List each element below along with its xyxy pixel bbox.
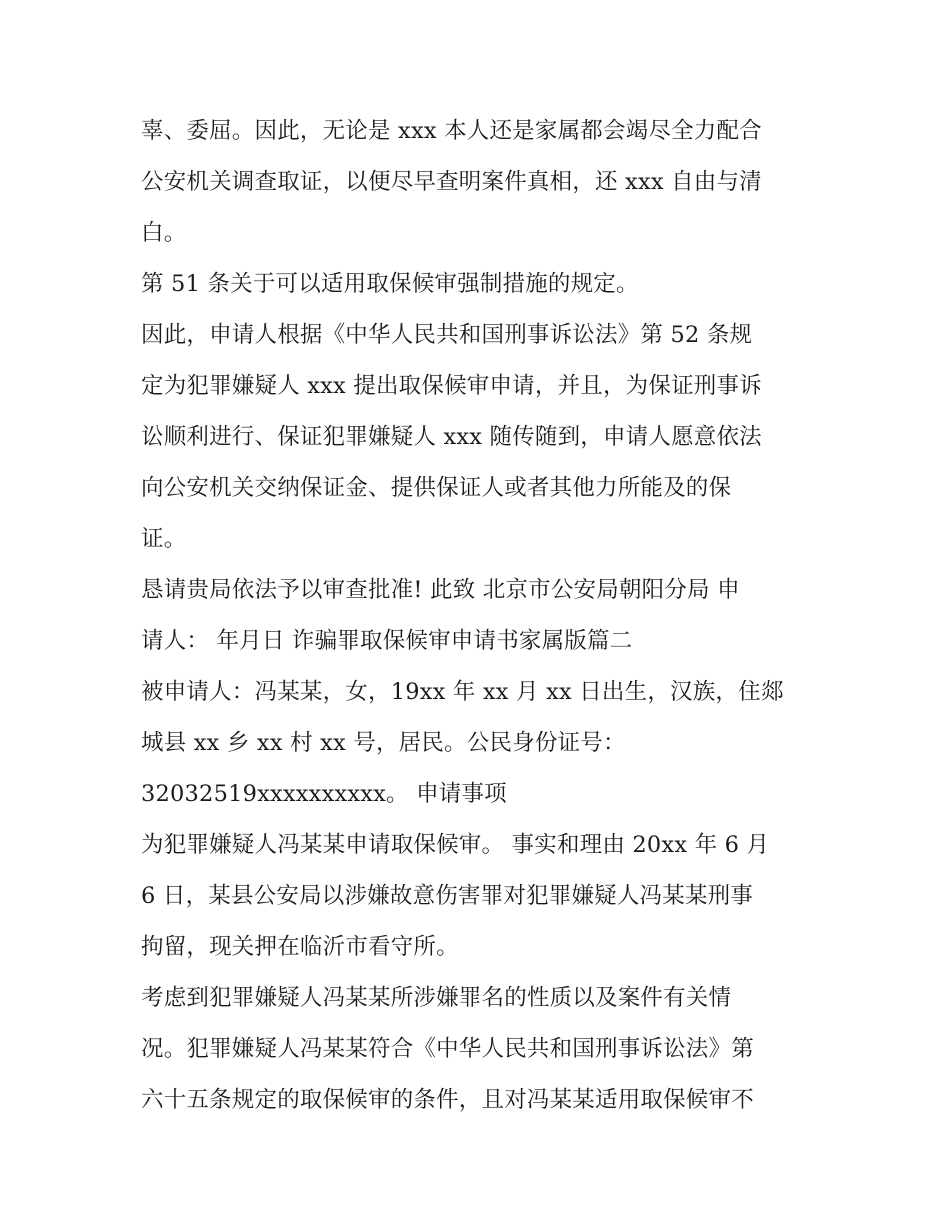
text-line: 定为犯罪嫌疑人 xxx 提出取保候审申请，并且，为保证刑事诉	[141, 373, 762, 399]
text-line: 公安机关调查取证，以便尽早查明案件真相，还 xxx 自由与清	[141, 169, 762, 195]
text-line: 证。	[141, 526, 187, 552]
text-line: 32032519xxxxxxxxxx。 申请事项	[141, 781, 507, 807]
text-line: 白。	[141, 220, 187, 246]
text-line: 6 日，某县公安局以涉嫌故意伤害罪对犯罪嫌疑人冯某某刑事	[141, 883, 754, 909]
text-line: 拘留，现关押在临沂市看守所。	[141, 934, 459, 960]
text-line: 因此，申请人根据《中华人民共和国刑事诉讼法》第 52 条规	[141, 322, 753, 348]
text-line: 况。犯罪嫌疑人冯某某符合《中华人民共和国刑事诉讼法》第	[141, 1036, 754, 1062]
text-line: 被申请人：冯某某，女，19xx 年 xx 月 xx 日出生，汉族，住郯	[141, 679, 784, 705]
document-body	[141, 106, 831, 1126]
text-line: 讼顺利进行、保证犯罪嫌疑人 xxx 随传随到，申请人愿意依法	[141, 424, 762, 450]
text-line: 城县 xx 乡 xx 村 xx 号，居民。公民身份证号：	[141, 730, 626, 756]
text-line: 六十五条规定的取保候审的条件，且对冯某某适用取保候审不	[141, 1087, 754, 1113]
text-line: 第 51 条关于可以适用取保候审强制措施的规定。	[141, 271, 639, 297]
text-line: 向公安机关交纳保证金、提供保证人或者其他力所能及的保	[141, 475, 732, 501]
text-line: 为犯罪嫌疑人冯某某申请取保候审。 事实和理由 20xx 年 6 月	[141, 832, 770, 858]
text-line: 辜、委屈。因此，无论是 xxx 本人还是家属都会竭尽全力配合	[141, 118, 762, 144]
text-line: 请人： 年月日 诈骗罪取保候审申请书家属版篇二	[141, 628, 633, 654]
text-line: 考虑到犯罪嫌疑人冯某某所涉嫌罪名的性质以及案件有关情	[141, 985, 732, 1011]
text-line: 恳请贵局依法予以审查批准! 此致 北京市公安局朝阳分局 申	[141, 577, 740, 603]
